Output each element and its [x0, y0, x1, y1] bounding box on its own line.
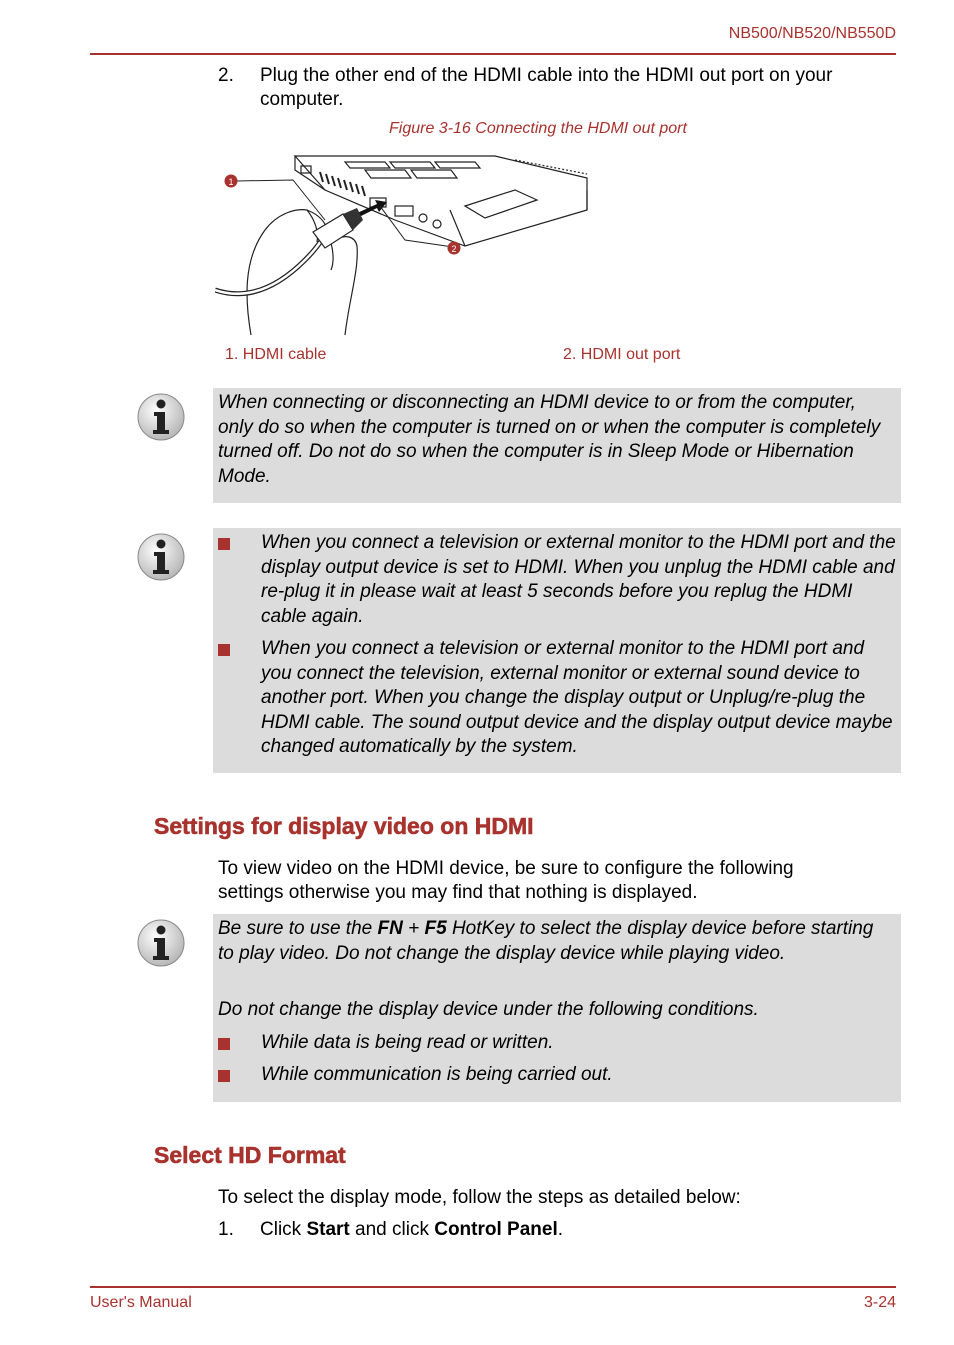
text-run: Be sure to use the: [218, 918, 378, 939]
note-box-hdmi-power: [213, 388, 901, 503]
info-icon: [136, 918, 186, 968]
note-box-hotkey: [213, 914, 901, 1102]
section-heading-hdmi-settings: Settings for display video on HDMI: [154, 813, 534, 839]
note-hotkey-paragraph: [218, 917, 888, 966]
section-intro: To view video on the HDMI device, be sure to configure the following settings otherwise you may find that nothing is displayed.: [218, 858, 794, 903]
figure-caption: Figure 3-16 Connecting the HDMI out port: [389, 120, 687, 137]
step-text: Plug the other end of the HDMI cable into the HDMI out port on your computer.: [260, 65, 833, 110]
legend-hdmi-cable: 1. HDMI cable: [225, 346, 327, 363]
bullet-marker: [218, 538, 230, 550]
key-fn: FN: [377, 918, 403, 939]
step-1: [218, 1218, 858, 1242]
step-text: [260, 1218, 858, 1242]
hdmi-connection-illustration: [215, 150, 595, 340]
note-list-item: When you connect a television or external monitor to the HDMI port and you connect the television, external monitor or external sound device to another port. When you change the display output or Unplug/re-plug the HDMI cable. The sound output device and the display output device maybe changed automatically by the system.: [261, 638, 893, 757]
footer-page-number: 3-24: [863, 1294, 896, 1311]
text-run: .: [557, 1219, 564, 1240]
text-run: +: [402, 918, 425, 939]
footer-manual-title: User's Manual: [90, 1294, 192, 1311]
document-model-header: NB500/NB520/NB550D: [728, 25, 896, 42]
bullet-marker: [218, 1038, 230, 1050]
bullet-marker: [218, 644, 230, 656]
section-heading-hd-format: Select HD Format: [154, 1142, 346, 1168]
bullet-marker: [218, 1070, 230, 1082]
note-box-hdmi-display: [213, 528, 901, 773]
ui-term-control-panel: Control Panel: [434, 1219, 558, 1240]
section-intro: To select the display mode, follow the steps as detailed below:: [218, 1187, 741, 1208]
callout-1-label: 1: [228, 177, 234, 187]
text-run: and click: [349, 1219, 435, 1240]
note-text: When connecting or disconnecting an HDMI device to or from the computer, only do so when the computer is turned on or when the computer is completely turned off. Do not do so when the computer is in Sleep Mode or Hibernation Mode.: [218, 392, 881, 487]
legend-hdmi-out-port: 2. HDMI out port: [563, 346, 681, 363]
ui-term-start: Start: [306, 1219, 350, 1240]
header-rule: [90, 53, 896, 55]
step-2: [218, 64, 898, 112]
text-run: HotKey to select the display device before starting to play video. Do not change the display device while playing video.: [218, 918, 874, 964]
note-list-item: When you connect a television or external monitor to the HDMI port and the display output device is set to HDMI. When you unplug the HDMI cable and re-plug it in please wait at least 5 seconds before you replug the HDMI cable again.: [261, 532, 896, 627]
note-conditions-paragraph: Do not change the display device under the following conditions.: [218, 999, 759, 1020]
key-f5: F5: [424, 918, 447, 939]
footer-rule: [90, 1286, 896, 1288]
info-icon: [136, 392, 186, 442]
callout-2-label: 2: [451, 244, 457, 254]
info-icon: [136, 532, 186, 582]
step-number: 2.: [218, 65, 234, 86]
note-list-item: While communication is being carried out.: [261, 1064, 613, 1085]
note-list-item: While data is being read or written.: [261, 1032, 554, 1053]
step-number: 1.: [218, 1219, 234, 1240]
text-run: Click: [260, 1219, 307, 1240]
